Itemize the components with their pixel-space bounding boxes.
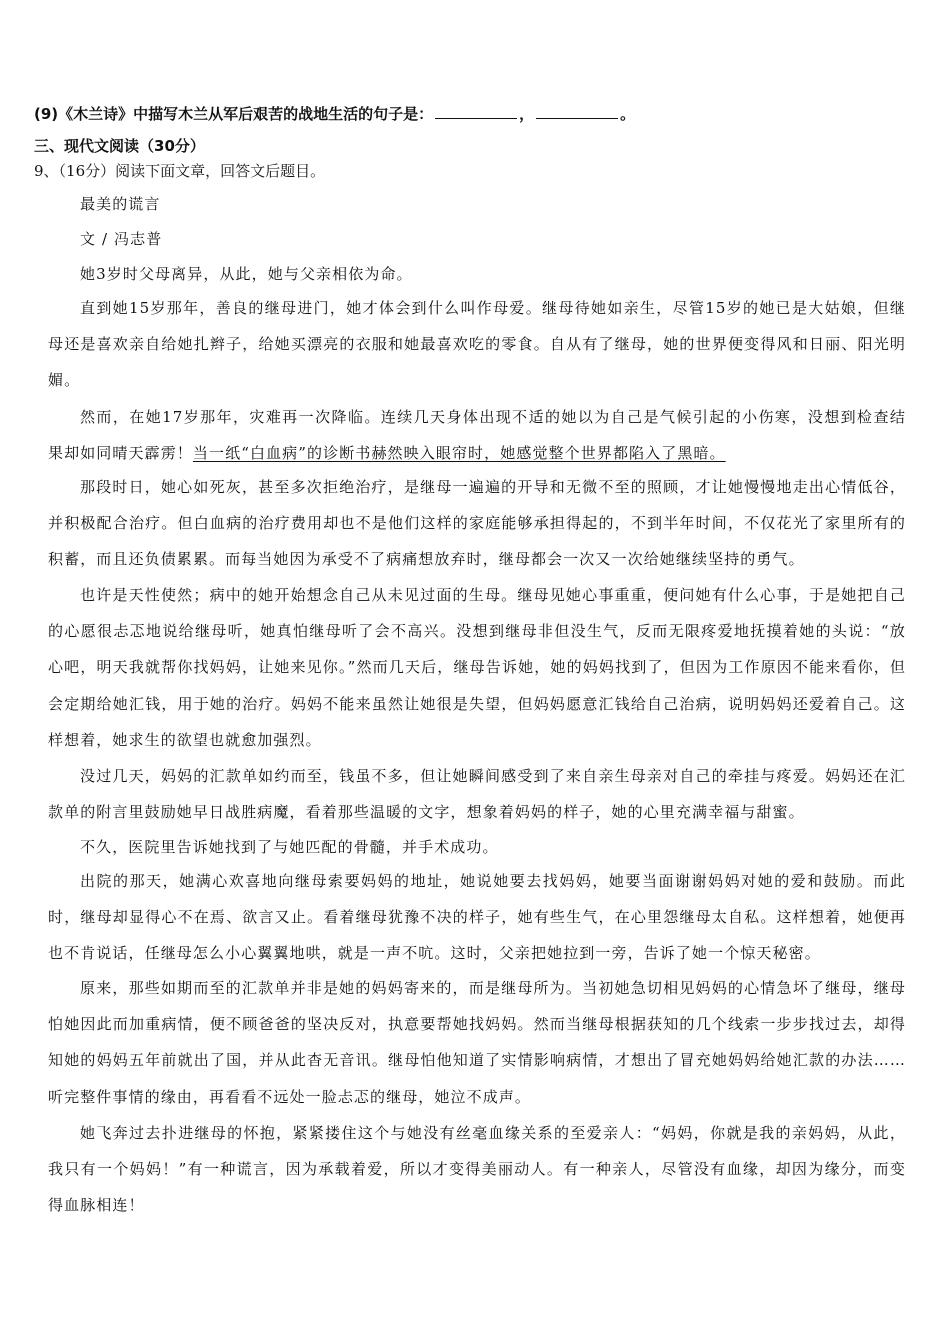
article-paragraph-1: 她3岁时父母离异，从此，她与父亲相依为命。 (80, 265, 413, 283)
question-9-sub-prompt: (9)《木兰诗》中描写木兰从军后艰苦的战地生活的句子是： (34, 105, 434, 123)
answer-blank-1[interactable] (435, 104, 517, 119)
article-paragraph-9: 原来，那些如期而至的汇款单并非是她的妈妈寄来的，而是继母所为。当初她急切相见妈妈的心情急坏了继母，继母怕她因此而加重病情，便不顾爸爸的坚决反对，执意要帮她找妈妈。然而当继母根据获知的几个线索一步步找过去，却得知她的妈妈五年前就出了国，并从此杳无音讯。继母怕他知道了实情影响病情，才想出了冒充她妈妈给她汇款的办法……听完整件事情的缘由，再看看不远处一脸忐忑的继母，她泣不成声。 (48, 979, 906, 1106)
article-paragraph-4: 那段时日，她心如死灰，甚至多次拒绝治疗，是继母一遍遍的开导和无微不至的照顾，才让她慢慢地走出心情低谷，并积极配合治疗。但白血病的治疗费用却也不是他们这样的家庭能够承担得起的，不到半年时间，不仅花光了家里所有的积蓄，而且还负债累累。而每当她因为承受不了病痛想放弃时，继母都会一次又一次给她继续坚持的勇气。 (48, 478, 906, 569)
question-9-sub-item (34, 104, 914, 124)
article-paragraph-3 (48, 399, 906, 471)
article-paragraph-10: 她飞奔过去扑进继母的怀抱，紧紧搂住这个与她没有丝毫血缘关系的至爱亲人：“妈妈，你就是我的亲妈妈，从此，我只有一个妈妈！”有一种谎言，因为承载着爱，所以才变得美丽动人。有一种亲人，尽管没有血缘，却因为缘分，而变得血脉相连！ (48, 1124, 906, 1215)
article-paragraph-8: 出院的那天，她满心欢喜地向继母索要妈妈的地址，她说她要去找妈妈，她要当面谢谢妈妈对她的爱和鼓励。而此时，继母却显得心不在焉、欲言又止。看着继母犹豫不决的样子，她有些生气，在心里怨继母太自私。这样想着，她便再也不肯说话，任继母怎么小心翼翼地哄，就是一声不吭。这时，父亲把她拉到一旁，告诉了她一个惊天秘密。 (48, 872, 906, 963)
sentence-end: 。 (620, 105, 636, 123)
article-author: 文 / 冯志普 (80, 230, 163, 248)
article-paragraph-5: 也许是天性使然；病中的她开始想念自己从未见过面的生母。继母见她心事重重，便问她有什么心事，于是她把自己的心愿很忐忑地说给继母听，她真怕继母听了会不高兴。没想到继母非但没生气，反而无限疼爱地抚摸着她的头说：“放心吧，明天我就帮你找妈妈，让她来见你。”然而几天后，继母告诉她，她的妈妈找到了，但因为工作原因不能来看你，但会定期给她汇钱，用于她的治疗。妈妈不能来虽然让她很是失望，但妈妈愿意汇钱给自己治病，说明妈妈还爱着自己。这样想着，她求生的欲望也就愈加强烈。 (48, 586, 906, 749)
article-paragraph-2: 直到她15岁那年，善良的继母进门，她才体会到什么叫作母爱。继母待她如亲生，尽管15岁的她已是大姑娘，但继母还是喜欢亲自给她扎辫子，给她买漂亮的衣服和她最喜欢吃的零食。自从有了继母，她的世界便变得风和日丽、阳光明媚。 (48, 299, 906, 390)
article-paragraph-7: 不久，医院里告诉她找到了与她匹配的骨髓，并手术成功。 (80, 838, 499, 856)
article-paragraph-6: 没过几天，妈妈的汇款单如约而至，钱虽不多，但让她瞬间感受到了来自亲生母亲对自己的牵挂与疼爱。妈妈还在汇款单的附言里鼓励她早日战胜病魔，看着那些温暖的文字，想象着妈妈的样子，她的心里充满幸福与甜蜜。 (48, 767, 906, 822)
underlined-sentence: 当一纸“白血病”的诊断书赫然映入眼帘时，她感觉整个世界都陷入了黑暗。 (192, 444, 726, 463)
answer-blank-2[interactable] (536, 104, 618, 119)
blank-separator: ， (519, 105, 535, 123)
question-9-prompt: 9、（16分）阅读下面文章，回答文后题目。 (34, 162, 326, 180)
section-heading: 三、现代文阅读（30分） (34, 137, 205, 155)
article-title: 最美的谎言 (80, 195, 161, 213)
paragraph-3-text: 然而，在她17岁那年，灾难再一次降临。连续几天身体出现不适的她以为自己是气候引起的小伤寒，没想到检查结果却如同晴天霹雳！ (48, 408, 906, 463)
